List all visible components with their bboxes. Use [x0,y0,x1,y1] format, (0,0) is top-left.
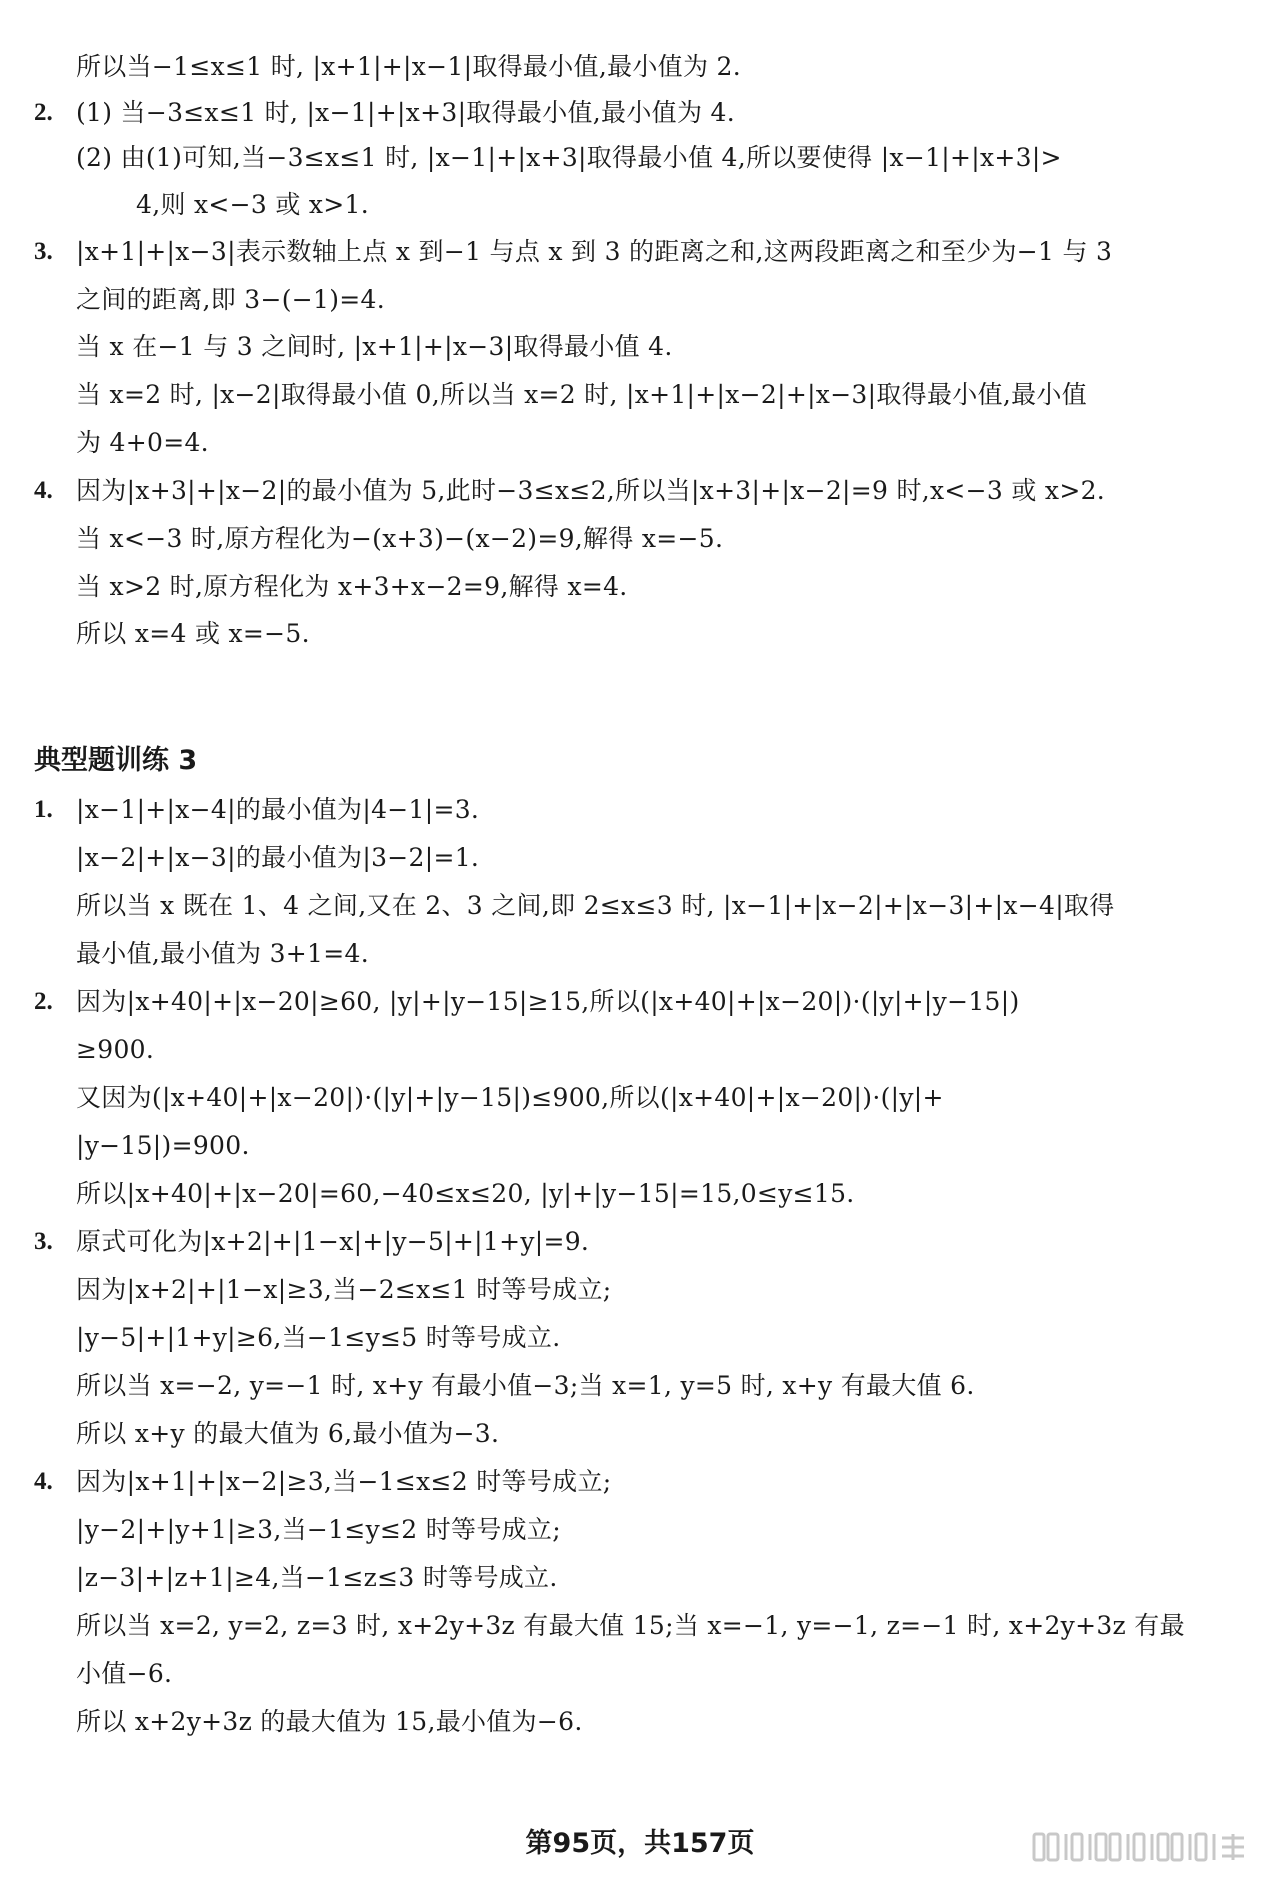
question-number: 3. [34,238,53,265]
section-heading: 典型题训练 3 [34,745,198,776]
answer-line: 小值−6. [76,1659,173,1688]
question-number: 3. [34,1228,53,1255]
page-number-label: 第95页，共157页 [525,1828,755,1859]
answer-line: |y−15|)=900. [76,1131,250,1160]
answer-line: 所以 x=4 或 x=−5. [76,619,310,648]
answer-line: 原式可化为|x+2|+|1−x|+|y−5|+|1+y|=9. [76,1227,590,1256]
answer-line: 4,则 x<−3 或 x>1. [136,190,369,219]
answer-line: 所以 x+y 的最大值为 6,最小值为−3. [76,1419,500,1448]
answer-line: 因为|x+1|+|x−2|≥3,当−1≤x≤2 时等号成立; [76,1467,612,1496]
watermark-icon [1032,1832,1246,1862]
answer-line: |y−5|+|1+y|≥6,当−1≤y≤5 时等号成立. [76,1323,561,1352]
answer-line: 为 4+0=4. [76,428,209,457]
answer-line: (1) 当−3≤x≤1 时, |x−1|+|x+3|取得最小值,最小值为 4. [76,98,735,127]
answer-line: 所以当 x=−2, y=−1 时, x+y 有最小值−3;当 x=1, y=5 时, x+y 有最大值 6. [76,1371,975,1400]
question-number: 1. [34,796,53,823]
answer-line: 所以当 x 既在 1、4 之间,又在 2、3 之间,即 2≤x≤3 时, |x−1|+|x−2|+|x−3|+|x−4|取得 [76,891,1115,920]
answer-line: 所以 x+2y+3z 的最大值为 15,最小值为−6. [76,1707,583,1736]
answer-line: (2) 由(1)可知,当−3≤x≤1 时, |x−1|+|x+3|取得最小值 4,所以要使得 |x−1|+|x+3|> [76,143,1062,172]
answer-line: 所以|x+40|+|x−20|=60,−40≤x≤20, |y|+|y−15|=15,0≤y≤15. [76,1179,855,1208]
answer-line: |x−1|+|x−4|的最小值为|4−1|=3. [76,795,480,824]
question-number: 2. [34,988,53,1015]
answer-line: |x+1|+|x−3|表示数轴上点 x 到−1 与点 x 到 3 的距离之和,这两段距离之和至少为−1 与 3 [76,237,1113,266]
answer-line: 因为|x+2|+|1−x|≥3,当−2≤x≤1 时等号成立; [76,1275,612,1304]
answer-line: 当 x<−3 时,原方程化为−(x+3)−(x−2)=9,解得 x=−5. [76,524,724,553]
answer-line: 当 x 在−1 与 3 之间时, |x+1|+|x−3|取得最小值 4. [76,332,673,361]
answer-line: |x−2|+|x−3|的最小值为|3−2|=1. [76,843,480,872]
answer-line: 因为|x+3|+|x−2|的最小值为 5,此时−3≤x≤2,所以当|x+3|+|x−2|=9 时,x<−3 或 x>2. [76,476,1106,505]
question-number: 4. [34,1468,53,1495]
lead-line: 所以当−1≤x≤1 时, |x+1|+|x−1|取得最小值,最小值为 2. [76,52,741,81]
answer-line: 当 x>2 时,原方程化为 x+3+x−2=9,解得 x=4. [76,572,628,601]
answer-line: ≥900. [76,1035,155,1064]
answer-line: |z−3|+|z+1|≥4,当−1≤z≤3 时等号成立. [76,1563,558,1592]
answer-line: 当 x=2 时, |x−2|取得最小值 0,所以当 x=2 时, |x+1|+|x−2|+|x−3|取得最小值,最小值 [76,380,1088,409]
question-number: 2. [34,99,53,126]
answer-line: 之间的距离,即 3−(−1)=4. [76,285,386,314]
answer-line: 最小值,最小值为 3+1=4. [76,939,369,968]
answer-line: 所以当 x=2, y=2, z=3 时, x+2y+3z 有最大值 15;当 x=−1, y=−1, z=−1 时, x+2y+3z 有最 [76,1611,1185,1640]
answer-line: 又因为(|x+40|+|x−20|)·(|y|+|y−15|)≤900,所以(|x+40|+|x−20|)·(|y|+ [76,1083,944,1112]
answer-line: 因为|x+40|+|x−20|≥60, |y|+|y−15|≥15,所以(|x+40|+|x−20|)·(|y|+|y−15|) [76,987,1020,1016]
question-number: 4. [34,477,53,504]
answer-line: |y−2|+|y+1|≥3,当−1≤y≤2 时等号成立; [76,1515,561,1544]
